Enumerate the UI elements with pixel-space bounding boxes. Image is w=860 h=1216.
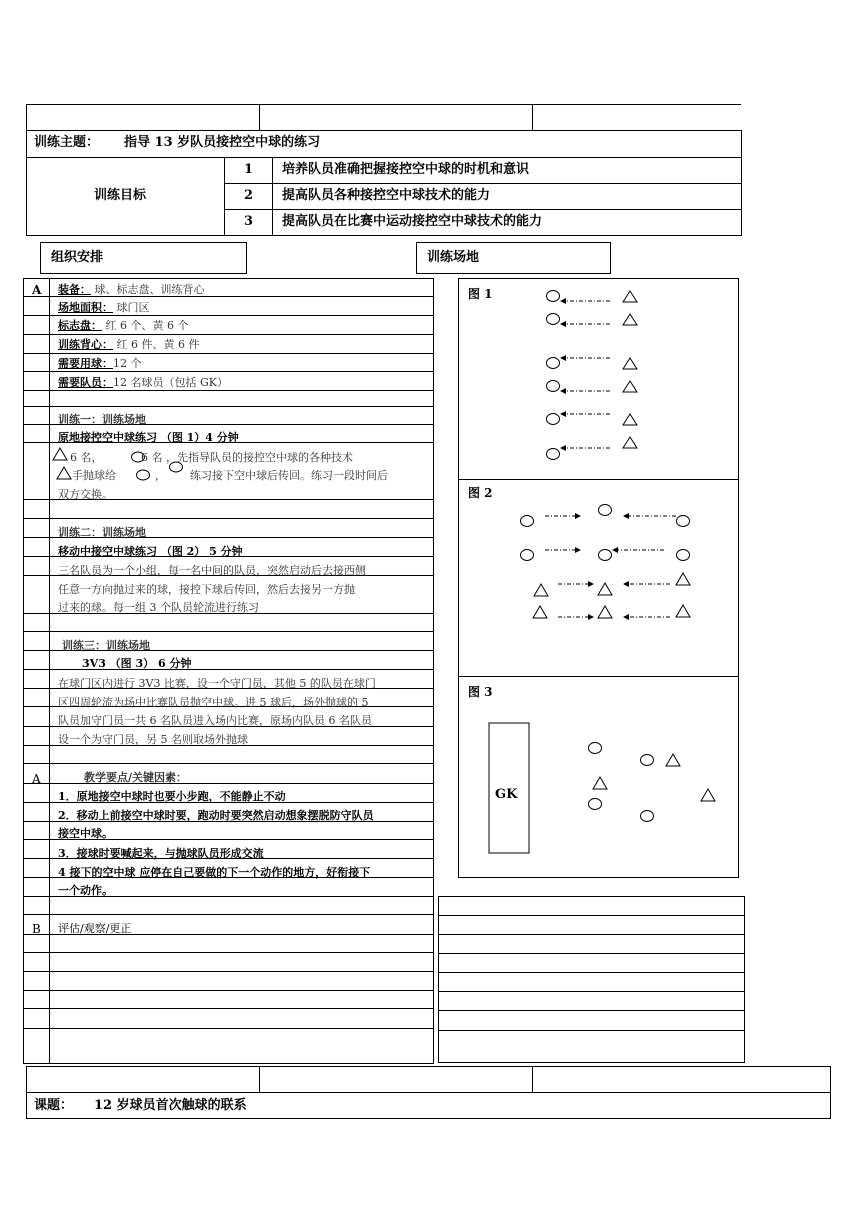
figure2-label: 图 2: [468, 486, 493, 500]
players-line: [58, 375, 228, 391]
org-table-rule: [23, 971, 434, 972]
org-table-rule: [23, 406, 434, 407]
figure1-drill: [547, 291, 638, 460]
key-points-title: 教学要点/关键因素：: [84, 771, 188, 784]
figure3-drill: [489, 723, 715, 853]
notes-rule: [438, 991, 745, 992]
org-table-rule: [23, 353, 434, 354]
exercise3-text: 区四周轮流为场中比赛队员抛空中球。进 5 球后，场外抛球的 5: [58, 696, 369, 709]
org-table-rule: [23, 334, 434, 335]
org-table-rule: [23, 990, 434, 991]
equipment-line: [58, 282, 205, 298]
exercise1-text: 手抛球给: [72, 469, 116, 482]
player-circle: [521, 550, 534, 561]
org-table-rule: [23, 1008, 434, 1009]
player-circle: [599, 550, 612, 561]
section-mark: A: [32, 772, 41, 786]
org-table-rule: [23, 631, 434, 632]
player-triangle: [598, 583, 612, 595]
bottom-table-rule: [259, 1066, 260, 1092]
exercise1-text: 6 名 ，先指导队员的接控空中球的各种技术: [141, 451, 353, 464]
balls-label: 需要用球：: [58, 357, 113, 370]
equipment-label: 装备：: [58, 283, 91, 296]
player-triangle: [623, 358, 637, 369]
player-triangle: [533, 606, 547, 618]
players-label: 需要队员：: [58, 376, 113, 389]
player-circle: [521, 516, 534, 527]
triangle-icon: [56, 466, 72, 480]
area-value: 球门区: [116, 301, 150, 314]
cones-line: [58, 318, 188, 334]
notes-rule: [438, 1010, 745, 1011]
exercise3-name: 3V3 （图 3） 6 分钟: [82, 657, 192, 670]
org-header-box: [40, 242, 247, 274]
exercise2-name: 移动中接空中球练习 （图 2） 5 分钟: [58, 545, 243, 558]
topic-rule: [26, 157, 741, 158]
objective-text: 提高队员在比赛中运动接控空中球技术的能力: [282, 214, 543, 229]
player-circle: [677, 516, 690, 527]
notes-rule: [438, 1030, 745, 1031]
cones-value: 红 6 个、黄 6 个: [105, 319, 189, 332]
player-triangle: [593, 777, 607, 789]
player-circle: [599, 505, 612, 516]
player-circle: [547, 291, 560, 302]
org-table-rule: [49, 278, 50, 1064]
top-table-rule: [741, 130, 742, 236]
section-mark: B: [32, 922, 41, 936]
player-circle: [547, 358, 560, 369]
bottom-topic-label: 课题：: [34, 1098, 74, 1113]
top-table-rule: [259, 104, 260, 130]
key-point: 1．原地接空中球时也要小步跑，不能静止不动: [58, 790, 286, 803]
players-value: 12 名球员（包括 GK）: [113, 376, 228, 389]
area-line: [58, 300, 150, 316]
bottom-topic-value: 12 岁球员首次触球的联系: [94, 1098, 247, 1113]
triangle-icon: [52, 447, 68, 461]
goalkeeper-label: GK: [495, 787, 518, 802]
player-circle: [547, 414, 560, 425]
org-table-rule: [23, 952, 434, 953]
field-header-box: [416, 242, 611, 274]
topic-label: 训练主题：: [34, 135, 100, 150]
top-table-rule: [532, 104, 533, 130]
player-circle: [589, 799, 602, 810]
org-table-rule: [23, 1028, 434, 1029]
objectives-rule: [224, 157, 225, 236]
figure3-label: 图 3: [468, 685, 493, 699]
equipment-value: 球、标志盘、训练背心: [94, 283, 205, 296]
org-header: 组织安排: [51, 250, 104, 265]
circle-icon: [168, 461, 184, 473]
notes-box: [438, 896, 745, 1063]
notes-rule: [438, 934, 745, 935]
key-point: 一个动作。: [58, 884, 113, 897]
objective-num: 1: [244, 162, 254, 177]
exercise2-text: 三名队员为一个小组，每一名中间的队员，突然启动后去接西侧: [58, 564, 366, 577]
vests-value: 红 6 件、黄 6 件: [116, 338, 200, 351]
objectives-rule: [26, 157, 27, 236]
player-triangle: [623, 414, 637, 425]
top-table-rule: [26, 104, 27, 157]
objectives-rule: [224, 209, 741, 210]
exercise1-text: ，: [155, 469, 166, 482]
player-circle: [547, 314, 560, 325]
figure1-label: 图 1: [468, 287, 493, 301]
exercise1-name: 原地接控空中球练习 （图 1）4 分钟: [58, 431, 239, 444]
exercise3-text: 队员加守门员一共 6 名队员进入场内比赛，原场内队员 6 名队员: [58, 714, 372, 727]
bottom-table-rule: [532, 1066, 533, 1092]
exercise1-text: 6 名，: [70, 451, 103, 464]
key-point: 4 接下的空中球 应停在自己要做的下一个动作的地方，好衔接下: [58, 866, 371, 879]
exercise3-text: 在球门区内进行 3V3 比赛，设一个守门员，其他 5 的队员在球门: [58, 677, 376, 690]
player-circle: [547, 381, 560, 392]
org-table-rule: [23, 763, 434, 764]
top-table-rule: [26, 130, 741, 131]
player-circle: [547, 449, 560, 460]
exercise1-title: 训练一：训练场地: [58, 413, 146, 426]
topic-value: 指导 13 岁队员接控空中球的练习: [124, 135, 321, 150]
objective-text: 培养队员准确把握接控空中球的时机和意识: [282, 162, 530, 177]
player-triangle: [666, 754, 680, 766]
player-triangle: [623, 291, 637, 302]
exercise2-title: 训练二：训练场地: [58, 526, 146, 539]
cones-label: 标志盘：: [58, 319, 102, 332]
org-table-rule: [23, 914, 434, 915]
player-circle: [589, 743, 602, 754]
top-table-rule: [26, 104, 741, 105]
field-header: 训练场地: [427, 250, 480, 265]
circle-icon: [135, 469, 151, 481]
player-triangle: [534, 584, 548, 596]
key-point: 2．移动上前接空中球时要，跑动时要突然启动想象摆脱防守队员: [58, 809, 374, 822]
notes-rule: [438, 953, 745, 954]
vests-label: 训练背心：: [58, 338, 113, 351]
notes-rule: [438, 915, 745, 916]
exercise3-text: 设一个为守门员，另 5 名则取场外抛球: [58, 733, 248, 746]
notes-rule: [438, 972, 745, 973]
vests-line: [58, 337, 199, 353]
exercise1-text: 双方交换。: [58, 488, 113, 501]
player-circle: [677, 550, 690, 561]
player-triangle: [623, 437, 637, 448]
bottom-table-rule: [26, 1092, 831, 1093]
key-point: 接空中球。: [58, 827, 113, 840]
area-label: 场地面积：: [58, 301, 113, 314]
objectives-label: 训练目标: [94, 188, 147, 203]
player-triangle: [598, 606, 612, 618]
exercise2-text: 过来的球。每一组 3 个队员轮流进行练习: [58, 601, 259, 614]
objective-num: 3: [244, 214, 254, 229]
balls-value: 12 个: [113, 357, 142, 370]
exercise2-text: 任意一方向抛过来的球，接控下球后传回，然后去接另一方抛: [58, 583, 355, 596]
objectives-rule: [224, 183, 741, 184]
org-table-rule: [23, 518, 434, 519]
player-circle: [641, 811, 654, 822]
player-triangle: [676, 605, 690, 617]
objectives-rule: [26, 235, 741, 236]
objective-text: 提高队员各种接控空中球技术的能力: [282, 188, 491, 203]
key-point: 3．接球时要喊起来，与抛球队员形成交流: [58, 847, 264, 860]
exercise3-title: 训练三：训练场地: [62, 639, 150, 652]
objective-num: 2: [244, 188, 254, 203]
player-triangle: [676, 573, 690, 585]
objectives-rule: [272, 157, 273, 236]
evaluation-label: 评估/观察/更正: [58, 922, 132, 935]
figure2-drill: [521, 505, 691, 619]
exercise1-text: 练习接下空中球后传回。练习一段时间后: [190, 469, 388, 482]
player-triangle: [623, 381, 637, 392]
balls-line: [58, 356, 142, 372]
player-circle: [641, 755, 654, 766]
player-triangle: [701, 789, 715, 801]
section-mark: A: [32, 283, 42, 297]
player-triangle: [623, 314, 637, 325]
